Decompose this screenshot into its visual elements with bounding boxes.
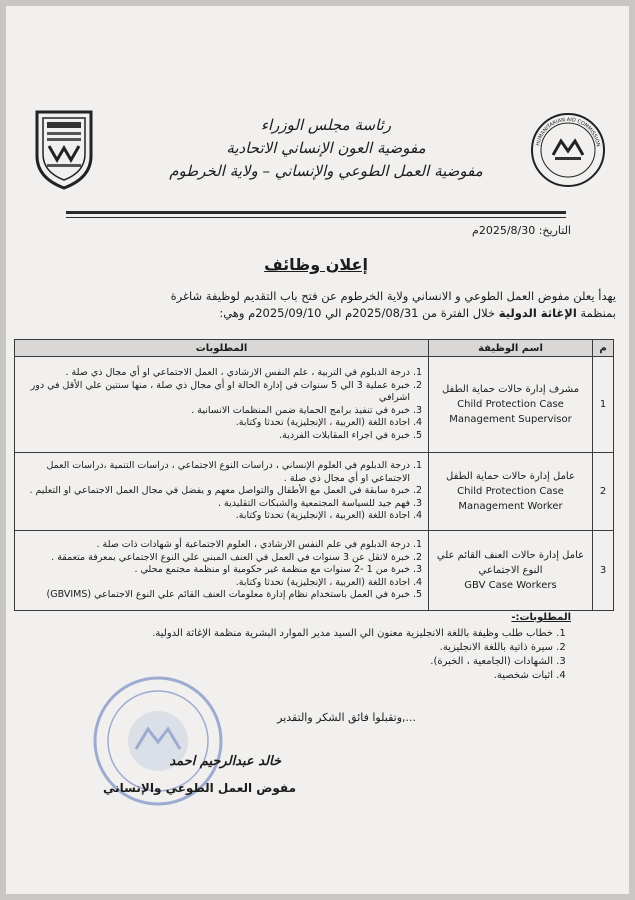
list-item: 4. اثبات شخصية. — [146, 669, 553, 683]
requirement-item: 2. خبرة عملية 3 الي 5 سنوات في إدارة الحالة او أي مجال ذي صلة ، منها سنتين علي الأقل في دور اشرافي — [19, 380, 410, 405]
organization-name: الإغاثة الدولية — [498, 306, 577, 320]
requirement-item: 1. درجة الدبلوم في العلوم الإنساني ، دراسات النوع الاجتماعي ، دراسات التنمية ،دراسات العمل الاجتماعي او أي مجال ذي صلة . — [19, 460, 410, 485]
list-item: 2. سيرة ذاتية باللغة الانجليزية. — [146, 641, 553, 655]
requirement-item: 3. فهم جيد للسياسة المجتمعية والشبكات التقليدية . — [19, 498, 410, 511]
requirement-item: 1. درجة الدبلوم في التربية ، علم النفس الارشادي ، العمل الاجتماعي او أي مجال ذي صلة . — [19, 367, 410, 380]
requirements-cell — [15, 453, 429, 531]
job-title-arabic: مشرف إدارة حالات حماية الطفل — [441, 384, 580, 395]
requirement-item: 4. اجادة اللغة (العربية ، الإنجليزية) تحدثا وكتابة. — [19, 577, 410, 590]
document-date: التاريخ: 2025/8/30م — [472, 224, 571, 237]
requirement-item: 2. خبرة سابقة في العمل مع الأطفال والتواصل معهم و يفضل في مجال العمل الاجتماعي او التعليم . — [19, 485, 410, 498]
signatory-title: مفوض العمل الطوعي والإنساني — [103, 781, 296, 795]
row-number: 1 — [593, 357, 614, 453]
humanitarian-aid-commission-logo — [529, 111, 607, 189]
job-title-english: Child Protection Case Management Supervisor — [449, 399, 572, 425]
header-divider-thin — [66, 217, 566, 218]
signatory-name: خالد عبدالرحيم احمد — [169, 754, 281, 769]
closing-remark: ...,وتقبلوا فائق الشكر والتقدير — [277, 711, 416, 724]
requirements-cell — [15, 531, 429, 611]
letterhead — [126, 114, 526, 183]
svg-text:HUMANITARIAN AID COMMISSION: HUMANITARIAN AID COMMISSION — [535, 116, 601, 148]
requirement-item: 4. اجادة اللغة (العربية ، الإنجليزية) تحدثا وكتابة. — [19, 417, 410, 430]
row-number: 2 — [593, 453, 614, 531]
column-header-requirements: المطلوبات — [15, 340, 429, 357]
state-emblem-logo — [31, 108, 97, 190]
document-title: إعلان وظائف — [264, 255, 368, 274]
list-item: 1. خطاب طلب وظيفة باللغة الانجليزية معنون الي السيد مدير الموارد البشرية منظمة الإغاثة الدولية. — [146, 627, 553, 641]
requirements-cell — [15, 357, 429, 453]
jobs-table — [14, 339, 614, 611]
header-divider-thick — [66, 211, 566, 214]
document-page — [6, 6, 629, 894]
requirements-list — [19, 539, 424, 602]
requirements-list — [19, 460, 424, 523]
requirements-list — [19, 367, 424, 442]
list-item: 3. الشهادات (الجامعية ، الخبرة). — [146, 655, 553, 669]
requirement-item: 5. خبرة في العمل باستخدام نظام إدارة معلومات العنف القائم علي النوع الاجتماعي (GBVIMS) — [19, 589, 410, 602]
requirement-item: 1. درجة الدبلوم في علم النفس الارشادي ، العلوم الاجتماعية أو شهادات ذات صلة . — [19, 539, 410, 552]
intro-prefix: بمنظمة — [580, 306, 616, 320]
job-title-english: GBV Case Workers — [464, 580, 557, 591]
header-line-2: مفوضية العون الإنساني الاتحادية — [226, 139, 426, 157]
requirement-item: 4. اجادة اللغة (العربية ، الإنجليزية) تحدثا وكتابة. — [19, 510, 410, 523]
job-title-cell — [429, 453, 593, 531]
column-header-number: م — [593, 340, 614, 357]
table-header-row — [15, 340, 614, 357]
job-title-cell — [429, 357, 593, 453]
table-row — [15, 531, 614, 611]
table-row — [15, 453, 614, 531]
job-title-cell — [429, 531, 593, 611]
requirement-item: 2. خبرة لاتقل عن 3 سنوات في العمل في العنف المبني علي النوع الاجتماعي بمعرفة متعمقة . — [19, 552, 410, 565]
row-number: 3 — [593, 531, 614, 611]
column-header-job-title: اسم الوظيفة — [429, 340, 593, 357]
job-title-english: Child Protection Case Management Worker — [457, 486, 564, 512]
job-title-arabic: عامل إدارة حالات العنف القائم علي النوع الاجتماعي — [436, 550, 585, 576]
requirements-heading: المطلوبات:- — [511, 612, 571, 623]
application-requirements — [146, 611, 571, 683]
header-line-1: رئاسة مجلس الوزراء — [260, 116, 392, 134]
requirement-item: 3. خبرة في تنفيذ برامج الحماية ضمن المنظمات الانسانية . — [19, 405, 410, 418]
intro-paragraph — [21, 288, 616, 322]
intro-suffix: خلال الفترة من 2025/08/31م الي 2025/09/10م وهي: — [219, 306, 496, 320]
intro-line-2 — [21, 305, 616, 322]
requirement-item: 3. خبرة من 1 -2 سنوات مع منظمة غير حكومية او منظمة مجتمع محلي . — [19, 564, 410, 577]
table-row — [15, 357, 614, 453]
requirement-item: 5. خبرة في اجراء المقابلات الفردية. — [19, 430, 410, 443]
header-line-3: مفوضية العمل الطوعي والإنساني – ولاية الخرطوم — [169, 162, 483, 180]
job-title-arabic: عامل إدارة حالات حماية الطفل — [446, 471, 575, 482]
intro-line-1: يهدأ يعلن مفوض العمل الطوعي و الانساني ولاية الخرطوم عن فتح باب التقديم لوظيفة شاغرة — [170, 289, 616, 303]
